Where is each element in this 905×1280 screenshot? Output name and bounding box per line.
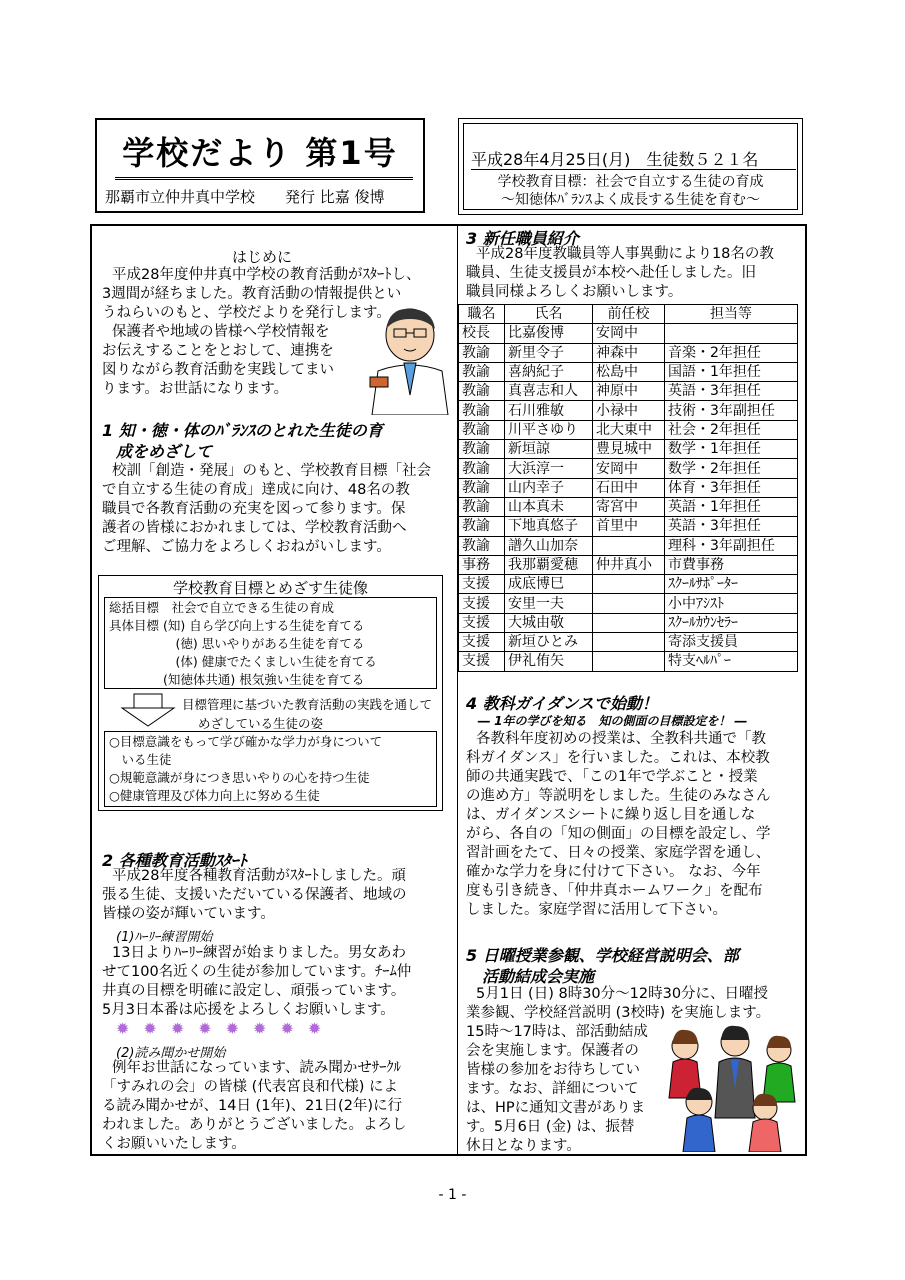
- table-row: [459, 536, 798, 555]
- staff-duty-cell: 寄添支援員: [665, 633, 798, 652]
- table-row: [459, 478, 798, 497]
- staff-name-cell: 大浜淳一: [505, 459, 593, 478]
- goals-title: 学校教育目標とめざす生徒像: [172, 579, 368, 597]
- teacher-illustration: [360, 305, 455, 415]
- info-box: [458, 118, 803, 215]
- section2-sub1-title: (1)ﾊｰﾘｰ練習開始: [116, 930, 213, 945]
- table-row: [459, 652, 798, 671]
- section4-subtitle: ― 1年の学びを知る 知の側面の目標設定を！ ―: [478, 714, 747, 728]
- staff-title-cell: 教諭: [459, 517, 505, 536]
- staff-name-cell: 成底博巳: [505, 575, 593, 594]
- table-row: [459, 594, 798, 613]
- staff-duty-cell: ｽｸｰﾙｻﾎﾟｰﾀｰ: [665, 575, 798, 594]
- table-row: [459, 343, 798, 362]
- staff-duty-cell: 社会・2年担任: [665, 420, 798, 439]
- section2-sub1-text: 13日よりﾊｰﾘｰ練習が始まりました。男女あわ せて100名近くの生徒が参加しています。ﾁｰﾑ仲 井真の目標を明確に設定し、頑張っています。 5月3日本番は応援をよろしくお願いします。: [102, 945, 412, 1018]
- table-row: [459, 324, 798, 343]
- staff-duty-cell: 体育・3年担任: [665, 478, 798, 497]
- staff-name-cell: 新里令子: [505, 343, 593, 362]
- table-row: [459, 633, 798, 652]
- staff-title-cell: 教諭: [459, 420, 505, 439]
- table-row: [459, 517, 798, 536]
- staff-prev-school-cell: 神森中: [593, 343, 665, 362]
- title-rule: [115, 177, 413, 180]
- staff-title-cell: 支援: [459, 575, 505, 594]
- table-row: [459, 575, 798, 594]
- table-row: [459, 420, 798, 439]
- staff-prev-school-cell: 豊見城中: [593, 440, 665, 459]
- staff-prev-school-cell: [593, 652, 665, 671]
- flower-row-icon: ✹✹✹✹✹✹✹✹: [116, 1019, 336, 1038]
- column-header: 担当等: [665, 305, 798, 324]
- staff-name-cell: 新垣諒: [505, 440, 593, 459]
- staff-title-cell: 支援: [459, 633, 505, 652]
- section3-title: 3 新任職員紹介: [466, 229, 579, 248]
- section2-title: 2 各種教育活動ｽﾀｰﾄ: [102, 851, 247, 870]
- staff-name-cell: 山内幸子: [505, 478, 593, 497]
- staff-duty-cell: 理科・3年副担任: [665, 536, 798, 555]
- staff-title-cell: 校長: [459, 324, 505, 343]
- table-header-row: [459, 305, 798, 324]
- staff-table: [458, 304, 798, 672]
- newsletter-title: 学校だより 第1号: [122, 134, 398, 172]
- staff-duty-cell: 音楽・2年担任: [665, 343, 798, 362]
- staff-duty-cell: 英語・3年担任: [665, 517, 798, 536]
- staff-title-cell: 教諭: [459, 401, 505, 420]
- goals-lower-box: ○目標意識をもって学び確かな学力が身について いる生徒 ○規範意識が身につき思いやりの心を持つ生徒 ○健康管理及び体力向上に努める生徒: [104, 731, 437, 807]
- title-box: [95, 118, 425, 213]
- staff-prev-school-cell: [593, 536, 665, 555]
- down-arrow-icon: [118, 692, 178, 730]
- column-header: 前任校: [593, 305, 665, 324]
- school-goal-subline: ～知徳体ﾊﾞﾗﾝｽよく成長する生徒を育む～: [501, 192, 760, 208]
- staff-title-cell: 教諭: [459, 362, 505, 381]
- staff-duty-cell: [665, 324, 798, 343]
- staff-name-cell: 川平さゆり: [505, 420, 593, 439]
- table-row: [459, 497, 798, 516]
- staff-duty-cell: 数学・2年担任: [665, 459, 798, 478]
- section2-sub2-text: 例年お世話になっています、読み聞かせｻｰｸﾙ 「すみれの会」の皆様 (代表宮良和代様) によ る読み聞かせが、14日 (1年)、21日(2年)に行 われました。ありがとうございました。よろし くお願いいたします。: [102, 1060, 407, 1152]
- section1-text: 校訓「創造・発展」のもと、学校教育目標「社会 で自立する生徒の育成」達成に向け、48名の教 職員で各教育活動の充実を図って参ります。保 護者の皆様におかれましては、学校教育活動へ ご理解、ご協力をよろしくおねがいします。: [102, 463, 431, 555]
- staff-name-cell: 石川雅敏: [505, 401, 593, 420]
- staff-name-cell: 譜久山加奈: [505, 536, 593, 555]
- staff-title-cell: 教諭: [459, 478, 505, 497]
- staff-title-cell: 教諭: [459, 536, 505, 555]
- intro-text: 平成28年度仲井真中学校の教育活動がｽﾀｰﾄし、 3週間が経ちました。教育活動の情報提供とい うねらいのもと、学校だよりを発行します。 保護者や地域の皆様へ学校情報を お伝えすることをとおして、連携を 図りながら教育活動を実践してまい ります。お世話になります。: [102, 267, 421, 397]
- section5-text: 5月1日 (日) 8時30分～12時30分に、日曜授 業参観、学校経営説明 (3校時) を実施します。 15時～17時は、部活動結成 会を実施します。保護者の 皆様の参加をお待ちしてい ます。なお、詳細について は、HPに通知文書がありま す。5月6日 (金) は、振替 休日となります。: [466, 986, 771, 1154]
- staff-name-cell: 我那覇愛穂: [505, 555, 593, 574]
- staff-title-cell: 支援: [459, 652, 505, 671]
- column-header: 職名: [459, 305, 505, 324]
- staff-prev-school-cell: 仲井真小: [593, 555, 665, 574]
- section4-text: 各教科年度初めの授業は、全教科共通で「教 科ガイダンス」を行いました。これは、本校教 師の共通実践で、「この1年で学ぶこと・授業 の進め方」等説明をしました。生徒のみなさん は、ガイダンスシートに繰り返し目を通しな がら、各自の「知の側面」の目標を設定し、学 習計画をたて、日々の授業、家庭学習を通し、 確かな学力を身に付けて下さい。 なお、今年 度も引き続き、「仲井真ホームワーク」を配布 しました。家庭学習に活用して下さい。: [466, 731, 771, 918]
- staff-prev-school-cell: 首里中: [593, 517, 665, 536]
- staff-prev-school-cell: [593, 613, 665, 632]
- section2-sub2-title: (2)読み聞かせ開始: [116, 1046, 226, 1061]
- staff-name-cell: 下地真悠子: [505, 517, 593, 536]
- staff-prev-school-cell: 北大東中: [593, 420, 665, 439]
- staff-duty-cell: 小中ｱｼｽﾄ: [665, 594, 798, 613]
- table-row: [459, 440, 798, 459]
- staff-name-cell: 喜納紀子: [505, 362, 593, 381]
- staff-name-cell: 大城由敬: [505, 613, 593, 632]
- staff-title-cell: 教諭: [459, 459, 505, 478]
- staff-name-cell: 新垣ひとみ: [505, 633, 593, 652]
- staff-title-cell: 支援: [459, 613, 505, 632]
- staff-name-cell: 山本真未: [505, 497, 593, 516]
- table-row: [459, 401, 798, 420]
- staff-title-cell: 教諭: [459, 382, 505, 401]
- staff-name-cell: 伊礼侑矢: [505, 652, 593, 671]
- staff-duty-cell: 数学・1年担任: [665, 440, 798, 459]
- section1-title-line1: 1 知・徳・体のﾊﾞﾗﾝｽのとれた生徒の育: [102, 421, 383, 440]
- table-row: [459, 382, 798, 401]
- staff-title-cell: 支援: [459, 594, 505, 613]
- staff-title-cell: 事務: [459, 555, 505, 574]
- publisher-line: 那覇市立仲井真中学校 発行 比嘉 俊博: [105, 188, 385, 206]
- staff-prev-school-cell: [593, 575, 665, 594]
- table-row: [459, 613, 798, 632]
- staff-prev-school-cell: 松島中: [593, 362, 665, 381]
- staff-name-cell: 比嘉俊博: [505, 324, 593, 343]
- section2-text: 平成28年度各種教育活動がｽﾀｰﾄしました。頑 張る生徒、支援いただいている保護者、地域の 皆様の姿が輝いています。: [102, 868, 407, 922]
- staff-prev-school-cell: 神原中: [593, 382, 665, 401]
- table-row: [459, 555, 798, 574]
- section4-title: 4 教科ガイダンスで始動！: [466, 694, 658, 713]
- staff-prev-school-cell: 寄宮中: [593, 497, 665, 516]
- staff-title-cell: 教諭: [459, 497, 505, 516]
- staff-duty-cell: 市費事務: [665, 555, 798, 574]
- staff-duty-cell: 英語・1年担任: [665, 497, 798, 516]
- staff-prev-school-cell: 石田中: [593, 478, 665, 497]
- school-goal-line: 学校教育目標：社会で自立する生徒の育成: [497, 174, 764, 190]
- section5-title-line1: 5 日曜授業参観、学校経営説明会、部: [466, 946, 739, 965]
- table-row: [459, 459, 798, 478]
- section3-text: 平成28年度教職員等人事異動により18名の教 職員、生徒支援員が本校へ赴任しました。旧 職員同様よろしくお願いします。: [466, 246, 774, 300]
- goals-upper-box: 総括目標 社会で自立できる生徒の育成 具体目標 (知) 自ら学び向上する生徒を育てる (徳) 思いやりがある生徒を育てる (体) 健康でたくましい生徒を育てる (知徳体共通) 根気強い生徒を育てる: [104, 597, 437, 689]
- info-rule: [471, 169, 796, 170]
- goals-mid-line1: 目標管理に基づいた教育活動の実践を通して: [182, 697, 433, 712]
- staff-duty-cell: 英語・3年担任: [665, 382, 798, 401]
- staff-title-cell: 教諭: [459, 440, 505, 459]
- staff-prev-school-cell: 安岡中: [593, 324, 665, 343]
- page-number: - 1 -: [438, 1187, 467, 1203]
- staff-name-cell: 真喜志和人: [505, 382, 593, 401]
- date-line: 平成28年4月25日(月) 生徒数５２１名: [471, 150, 759, 169]
- section1-title-line2: 成をめざして: [116, 442, 213, 461]
- staff-duty-cell: 国語・1年担任: [665, 362, 798, 381]
- column-header: 氏名: [505, 305, 593, 324]
- staff-prev-school-cell: 小禄中: [593, 401, 665, 420]
- staff-duty-cell: 技術・3年副担任: [665, 401, 798, 420]
- section5-title-line2: 活動結成会実施: [482, 967, 595, 986]
- staff-prev-school-cell: 安岡中: [593, 459, 665, 478]
- goals-mid-line2: めざしている生徒の姿: [198, 716, 324, 731]
- staff-prev-school-cell: [593, 594, 665, 613]
- table-row: [459, 362, 798, 381]
- staff-name-cell: 安里一夫: [505, 594, 593, 613]
- staff-title-cell: 教諭: [459, 343, 505, 362]
- family-illustration: [663, 1018, 801, 1152]
- staff-duty-cell: 特支ﾍﾙﾊﾟｰ: [665, 652, 798, 671]
- staff-prev-school-cell: [593, 633, 665, 652]
- intro-heading: はじめに: [232, 248, 293, 266]
- staff-duty-cell: ｽｸｰﾙｶｳﾝｾﾗｰ: [665, 613, 798, 632]
